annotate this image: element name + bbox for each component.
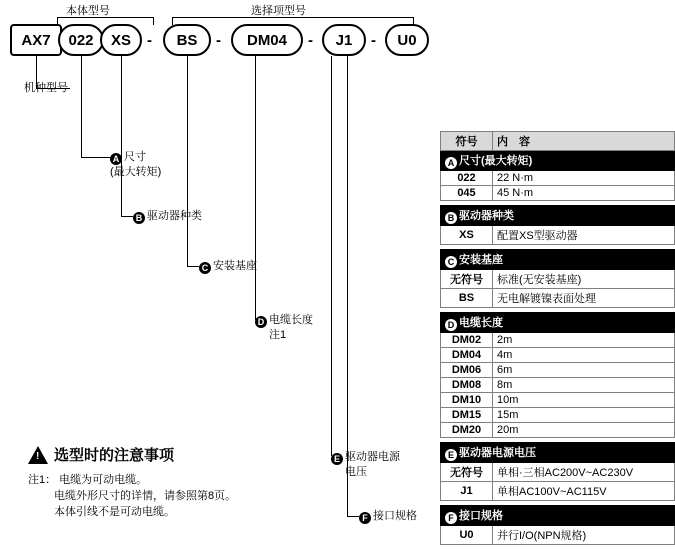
col-header-content: 内 容 [493,132,675,151]
section-title-d-text: 电缆长度 [459,317,503,329]
cell-content: 20m [493,423,675,438]
leader-c [187,56,188,266]
code-cable-length: DM04 [231,24,303,56]
callout-d [255,313,313,342]
note-line-1: 注1： 电缆为可动电缆。 [28,474,148,486]
callout-f [359,509,417,524]
section-header-a [441,151,675,171]
section-title-a [441,151,675,171]
section-title-e-text: 驱动器电源电压 [459,447,536,459]
section-letter-a-icon: A [445,157,457,169]
table-row [441,348,675,363]
cell-content: 无电解镀镍表面处理 [493,289,675,308]
callout-a-text: 尺寸 [124,151,146,163]
callout-b-text: 驱动器种类 [147,210,202,222]
leader-a [81,56,82,157]
leader-f-h [347,516,359,517]
code-power-voltage: J1 [322,24,366,56]
table-row [441,226,675,245]
section-header-e [441,443,675,463]
section-title-c [441,250,675,270]
table-row [441,363,675,378]
cell-content: 并行I/O(NPN规格) [493,526,675,545]
section-title-d [441,313,675,333]
cell-content: 10m [493,393,675,408]
dash-1: - [147,32,152,49]
cell-symbol: J1 [441,482,493,501]
code-interface: U0 [385,24,429,56]
letter-b-icon: B [133,212,145,224]
section-title-b [441,206,675,226]
spec-table [440,131,675,545]
table-row [441,463,675,482]
table-row [441,482,675,501]
dash-3: - [308,32,313,49]
table-row [441,270,675,289]
cell-symbol: 无符号 [441,270,493,289]
leader-c-h [187,266,199,267]
table-row [441,186,675,201]
note-title: 选型时的注意事项 [54,447,175,464]
cell-symbol: U0 [441,526,493,545]
cell-content: 8m [493,378,675,393]
cell-content: 2m [493,333,675,348]
callout-f-text: 接口规格 [373,510,417,522]
letter-e-icon: E [331,453,343,465]
section-title-f [441,506,675,526]
callout-model-text: 机种型号 [24,82,68,94]
section-title-b-text: 驱动器种类 [459,210,514,222]
code-mount-base: BS [163,24,211,56]
section-letter-b-icon: B [445,212,457,224]
table-row [441,408,675,423]
section-letter-d-icon: D [445,319,457,331]
code-size: 022 [58,24,104,56]
section-title-e [441,443,675,463]
option-group-bracket [172,17,414,25]
cell-content: 45 N·m [493,186,675,201]
section-title-a-text: 尺寸(最大转矩) [459,155,533,167]
callout-d-sub: 注1 [269,329,287,341]
section-letter-e-icon: E [445,449,457,461]
cell-symbol: DM10 [441,393,493,408]
note-line-3: 本体引线不是可动电缆。 [54,506,175,518]
section-header-f [441,506,675,526]
cell-content: 15m [493,408,675,423]
cell-content: 配置XS型驱动器 [493,226,675,245]
leader-f [347,56,348,516]
table-row [441,289,675,308]
section-title-f-text: 接口规格 [459,510,503,522]
callout-e-text: 驱动器电源 [345,451,400,463]
section-header-d [441,313,675,333]
leader-e [331,56,332,456]
section-title-c-text: 安装基座 [459,254,503,266]
cell-content: 单相·三相AC200V~AC230V [493,463,675,482]
letter-a-icon: A [110,153,122,165]
section-header-c [441,250,675,270]
code-model: AX7 [10,24,62,56]
callout-e-text2: 电压 [345,466,367,478]
leader-a-h [81,157,110,158]
letter-c-icon: C [199,262,211,274]
cell-symbol: XS [441,226,493,245]
callout-a-sub: (最大转矩) [110,166,162,178]
main-group-label: 本体型号 [66,5,110,17]
cell-symbol: DM20 [441,423,493,438]
letter-d-icon: D [255,316,267,328]
table-row [441,423,675,438]
col-header-symbol: 符号 [441,132,493,151]
cell-content: 22 N·m [493,171,675,186]
cell-symbol: DM02 [441,333,493,348]
leader-d [255,56,256,320]
section-letter-f-icon: F [445,512,457,524]
note-line-2: 电缆外形尺寸的详情，请参照第8页。 [54,490,237,502]
cell-symbol: 022 [441,171,493,186]
callout-model-label [24,81,68,95]
option-group-label: 选择项型号 [251,5,306,17]
cell-symbol: 无符号 [441,463,493,482]
section-letter-c-icon: C [445,256,457,268]
callout-e [331,450,400,479]
leader-b-h [121,216,133,217]
table-header-row [441,132,675,151]
cell-symbol: DM08 [441,378,493,393]
cell-content: 4m [493,348,675,363]
callout-d-text: 电缆长度 [269,314,313,326]
letter-f-icon: F [359,512,371,524]
cell-content: 标准(无安装基座) [493,270,675,289]
cell-symbol: BS [441,289,493,308]
dash-4: - [371,32,376,49]
cell-symbol: DM06 [441,363,493,378]
cell-content: 6m [493,363,675,378]
table-row [441,526,675,545]
dash-2: - [216,32,221,49]
model-code-area [0,0,430,80]
table-row [441,333,675,348]
cell-symbol: DM15 [441,408,493,423]
callout-a [110,150,161,179]
callout-c [199,259,257,274]
table-row [441,171,675,186]
table-row [441,378,675,393]
leader-b [121,56,122,216]
cell-symbol: 045 [441,186,493,201]
table-row [441,393,675,408]
warning-exclamation-icon: ! [36,451,40,462]
callout-c-text: 安装基座 [213,260,257,272]
code-driver-type: XS [100,24,142,56]
section-header-b [441,206,675,226]
spec-tables [440,131,675,545]
note-body [28,472,236,520]
cell-symbol: DM04 [441,348,493,363]
cell-content: 单相AC100V~AC115V [493,482,675,501]
callout-b [133,209,202,224]
